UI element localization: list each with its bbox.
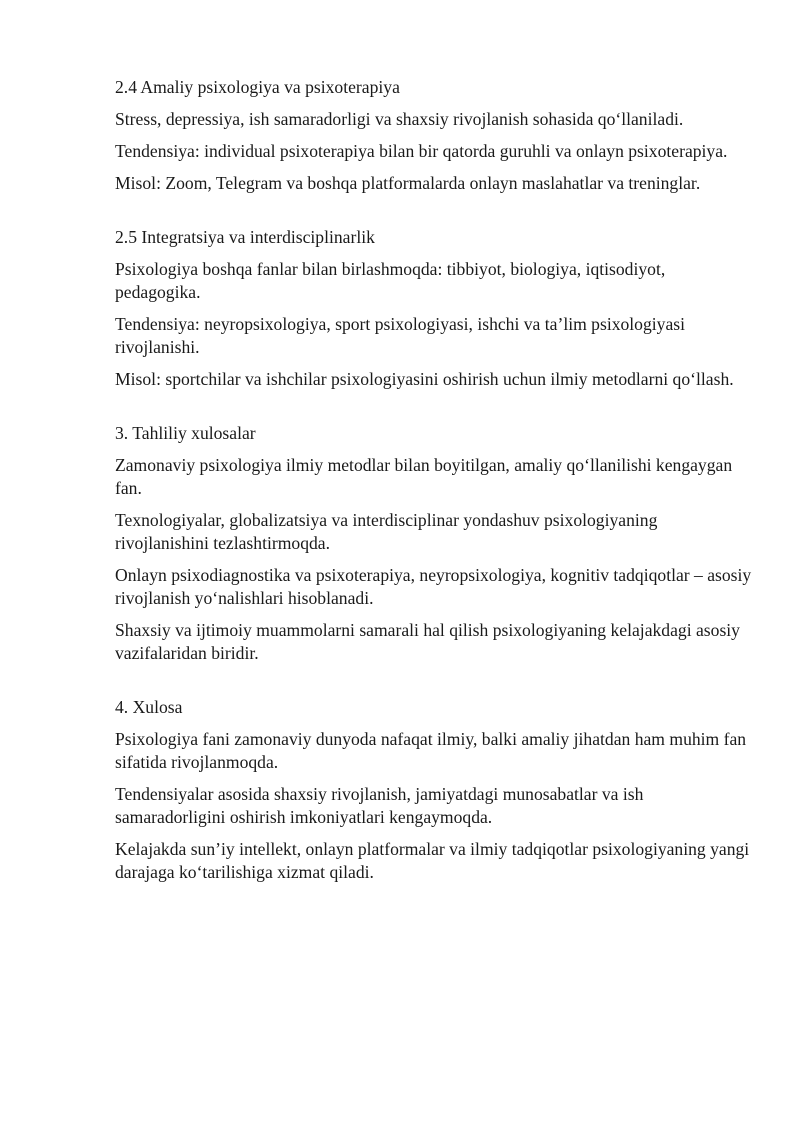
paragraph: Misol: Zoom, Telegram va boshqa platformalarda onlayn maslahatlar va treninglar.: [115, 173, 701, 193]
paragraph: Psixologiya fani zamonaviy dunyoda nafaqat ilmiy, balki amaliy jihatdan ham muhim fan sifatida rivojlanmoqda.: [115, 729, 747, 772]
paragraph: Zamonaviy psixologiya ilmiy metodlar bilan boyitilgan, amaliy qo‘llanilishi kengaygan fan.: [115, 455, 733, 498]
section-spacer: [115, 400, 755, 422]
paragraph: Tendensiyalar asosida shaxsiy rivojlanish, jamiyatdagi munosabatlar va ish samaradorligini oshirish imkoniyatlari kengaymoqda.: [115, 784, 644, 827]
section-heading: 4. Xulosa: [115, 697, 183, 717]
section-heading: 2.5 Integratsiya va interdisciplinarlik: [115, 227, 375, 247]
section-spacer: [115, 674, 755, 696]
paragraph: Kelajakda sun’iy intellekt, onlayn platformalar va ilmiy tadqiqotlar psixologiyaning yangi darajaga ko‘tarilishiga xizmat qiladi.: [115, 839, 750, 882]
paragraph: Onlayn psixodiagnostika va psixoterapiya, neyropsixologiya, kognitiv tadqiqotlar – asosiy rivojlanish yo‘nalishlari hisoblanadi.: [115, 565, 752, 608]
section-heading: 3. Tahliliy xulosalar: [115, 423, 256, 443]
paragraph: Texnologiyalar, globalizatsiya va interdisciplinar yondashuv psixologiyaning rivojlanishini tezlashtirmoqda.: [115, 510, 658, 553]
section-2-4: [115, 76, 755, 195]
section-spacer: [115, 204, 755, 226]
paragraph: Misol: sportchilar va ishchilar psixologiyasini oshirish uchun ilmiy metodlarni qo‘llash.: [115, 369, 734, 389]
paragraph: Tendensiya: neyropsixologiya, sport psixologiyasi, ishchi va ta’lim psixologiyasi rivojlanishi.: [115, 314, 686, 357]
document-page: [115, 76, 755, 893]
section-4: [115, 696, 755, 884]
section-3: [115, 422, 755, 665]
paragraph: Shaxsiy va ijtimoiy muammolarni samarali hal qilish psixologiyaning kelajakdagi asosiy vazifalaridan biridir.: [115, 620, 740, 663]
paragraph: Tendensiya: individual psixoterapiya bilan bir qatorda guruhli va onlayn psixoterapiya.: [115, 141, 728, 161]
paragraph: Psixologiya boshqa fanlar bilan birlashmoqda: tibbiyot, biologiya, iqtisodiyot, pedagogika.: [115, 259, 666, 302]
section-2-5: [115, 226, 755, 391]
paragraph: Stress, depressiya, ish samaradorligi va shaxsiy rivojlanish sohasida qo‘llaniladi.: [115, 109, 684, 129]
section-heading: 2.4 Amaliy psixologiya va psixoterapiya: [115, 77, 400, 97]
